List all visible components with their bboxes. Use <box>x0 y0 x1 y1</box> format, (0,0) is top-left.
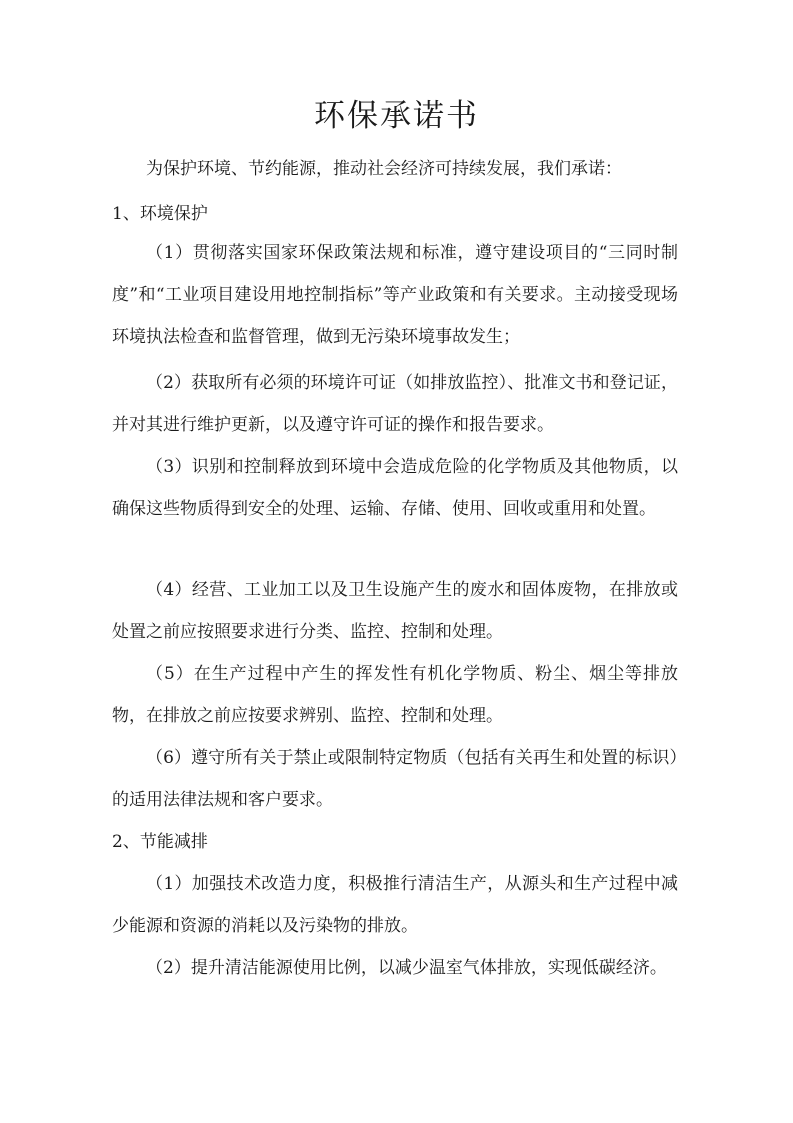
environment-item-2: （2）获取所有必须的环境许可证（如排放监控）、批准文书和登记证，并对其进行维护更新，以及遵守许可证的操作和报告要求。 <box>112 373 678 435</box>
energy-item-2: （2）提升清洁能源使用比例，以减少温室气体排放，实现低碳经济。 <box>146 958 667 978</box>
intro-paragraph: 为保护环境、节约能源，推动社会经济可持续发展，我们承诺： <box>146 159 622 179</box>
environment-item-5: （5）在生产过程中产生的挥发性有机化学物质、粉尘、烟尘等排放物，在排放之前应按要求辨别、监控、控制和处理。 <box>112 664 678 726</box>
environment-item-1: （1）贯彻落实国家环保政策法规和标准，遵守建设项目的“三同时制度”和“工业项目建设用地控制指标”等产业政策和有关要求。主动接受现场环境执法检查和监督管理，做到无污染环境事故发生； <box>112 243 678 347</box>
environment-item-3: （3）识别和控制释放到环境中会造成危险的化学物质及其他物质，以确保这些物质得到安全的处理、运输、存储、使用、回收或重用和处置。 <box>112 457 678 519</box>
environment-item-4: （4）经营、工业加工以及卫生设施产生的废水和固体废物，在排放或处置之前应按照要求进行分类、监控、控制和处理。 <box>112 580 678 642</box>
page-title: 环保承诺书 <box>314 98 479 134</box>
section-heading-environment: 1、环境保护 <box>112 204 208 224</box>
energy-item-1: （1）加强技术改造力度，积极推行清洁生产，从源头和生产过程中减少能源和资源的消耗以及污染物的排放。 <box>112 874 678 936</box>
environment-item-6: （6）遵守所有关于禁止或限制特定物质（包括有关再生和处置的标识）的适用法律法规和客户要求。 <box>112 748 678 810</box>
section-heading-energy-saving: 2、节能减排 <box>112 832 208 852</box>
